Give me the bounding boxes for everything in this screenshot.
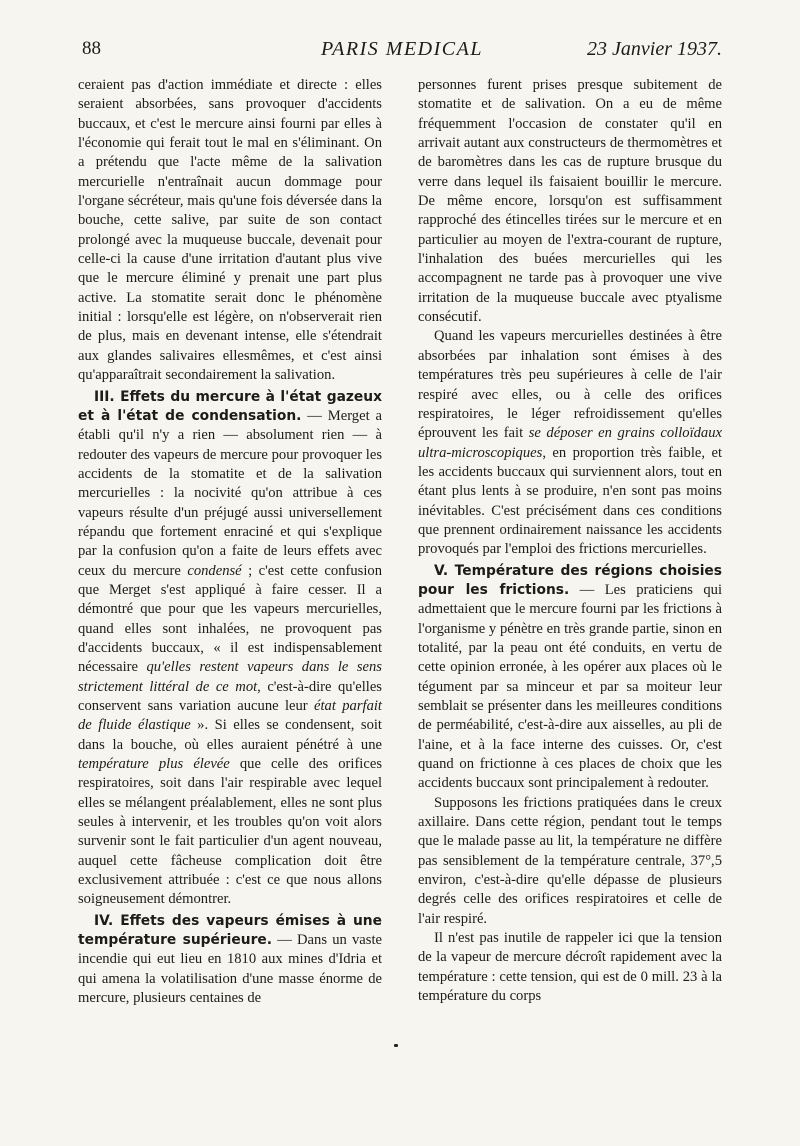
page-header xyxy=(82,38,722,68)
paragraph: Quand les vapeurs mercurielles destinées à être absorbées par inhalation sont émises à des températures très peu supérieures à celle de l'air respiré avec elles, ou à celle des orifices respiratoires, le léger refroidissement qu'elles éprouvent les fait se déposer en grains colloïdaux ultra-microscopiques, en proportion très faible, et les accidents buccaux qui surviennent alors, tout en étant plus lents à se produire, n'en sont pas moins inévitables. C'est précisément dans ces conditions que prennent ordinairement naissance les accidents provoqués par l'emploi des frictions mercurielles. xyxy=(418,328,722,558)
ink-mark xyxy=(394,1044,398,1047)
issue-date: 23 Janvier 1937. xyxy=(587,38,722,60)
page-number: 88 xyxy=(82,38,101,59)
paragraph: Supposons les frictions pratiquées dans le creux axillaire. Dans cette région, pendant tout le temps que le malade passe au lit, la température ne diffère pas sensiblement de la température centrale, 37°,5 environ, c'est-à-dire qu'elle dépasse de plusieurs degrés celle des orifices respiratoires et celle de l'air respiré. xyxy=(418,794,722,927)
left-column xyxy=(78,76,382,1009)
paragraph: Il n'est pas inutile de rappeler ici que la tension de la vapeur de mercure décroît rapidement avec la température : cette tension, qui est de 0 mill. 23 à la température du corps xyxy=(418,930,722,1005)
section-heading: V. Température des régions choisies pour les frictions. xyxy=(418,562,722,598)
section-5: V. Température des régions choisies pour les frictions. — Les praticiens qui admettaient que le mercure fourni par les frictions à l'organisme y pénètre en très grande partie, sinon en totalité, par la peau ont été conduits, en vertu de cette opinion erronée, à les opérer aux places où le tégument par sa minceur et par sa moiteur leur semblait se présenter dans les meilleures conditions de perméabilité, c'est-à-dire aux aisselles, au pli de l'aine, et à la face interne des cuisses. Or, c'est quand on frictionne à ces places de choix que les accidents buccaux sont principalement à redouter. xyxy=(418,562,723,792)
section-heading: IV. Effets des vapeurs émises à une température supérieure. xyxy=(78,912,382,949)
journal-title: PARIS MEDICAL xyxy=(321,38,483,60)
section-3: III. Effets du mercure à l'état gazeux et à l'état de condensation. — Merget a établi qu'il n'y a rien — absolument rien — à redouter des vapeurs de mercure pour provoquer les accidents de la stomatite et de la salivation mercurielles : la nocivité qu'on attribue à ces vapeurs résulte d'un préjugé aussi universellement répandu que fortement enraciné et qui s'explique par la confusion qu'on a faite de leurs effets avec ceux du mercure condensé ; c'est cette confusion que Merget s'est appliqué à faire cesser. Il a démontré que pour que les vapeurs mercurielles, quand elles sont inhalées, ne provoquent pas d'accidents buccaux, « il est indispensablement nécessaire qu'elles restent vapeurs dans le sens strictement littéral de ce mot, c'est-à-dire qu'elles conservent sans variation aucune leur état parfait de fluide élastique ». Si elles se condensent, soit dans la bouche, où elles auraient pénétré à une température plus élevée que celle des orifices respiratoires, soit dans l'air respirable avec lequel elles se mélangent préalablement, elles ne sont plus seules à intervenir, et les troubles qu'on voit alors survenir sont le fait particulier d'un agent nouveau, auquel cette fâcheuse complication doit être exclusivement attribuée : c'est ce que nous allons soigneusement démontrer. xyxy=(78,388,382,908)
section-heading: III. Effets du mercure à l'état gazeux et à l'état de condensation. xyxy=(78,388,382,424)
paragraph: ceraient pas d'action immédiate et directe : elles seraient absorbées, sans provoquer d'accidents buccaux, et c'est le mercure ainsi fourni par elles à l'économie qui ferait tout le mal en s'éliminant. On a prétendu que l'acte même de la salivation mercurielle n'entraînait aucun dommage pour l'organe sécréteur, mais qu'une fois déversée dans la bouche, cette salive, par suite de son contact prolongé avec la muqueuse buccale, devenait pour celle-ci la cause d'une irritation d'autant plus vive que le mercure éliminé y prenait une part plus active. La stomatite serait donc le phénomène initial : lorsqu'elle est légère, on n'observerait rien de plus, mais en devenant intense, elle s'étendrait aux glandes salivaires ellesmêmes, et c'est ainsi qu'apparaîtrait secondairement la salivation. xyxy=(78,77,382,384)
right-column xyxy=(418,76,722,1007)
section-4: IV. Effets des vapeurs émises à une température supérieure. — Dans un vaste incendie qui eut lieu en 1810 aux mines d'Idria et qui amena la volatilisation d'une masse énorme de mercure, plusieurs centaines de xyxy=(78,912,382,1007)
paragraph: personnes furent prises presque subitement de stomatite et de salivation. On a eu de même fréquemment l'occasion de constater qu'il en arrivait autant aux constructeurs de thermomètres et de baromètres dans les cas de rupture brusque du verre dans lequel ils faisaient bouillir le mercure. De même encore, lorsqu'on est suffisamment rapproché des étincelles tirées sur le mercure et en particulier au moyen de l'extra-courant de rupture, l'inhalation des buées mercurielles qui les accompagnent ne tarde pas à provoquer une vive irritation de la muqueuse buccale avec ptyalisme consécutif. xyxy=(418,77,722,326)
